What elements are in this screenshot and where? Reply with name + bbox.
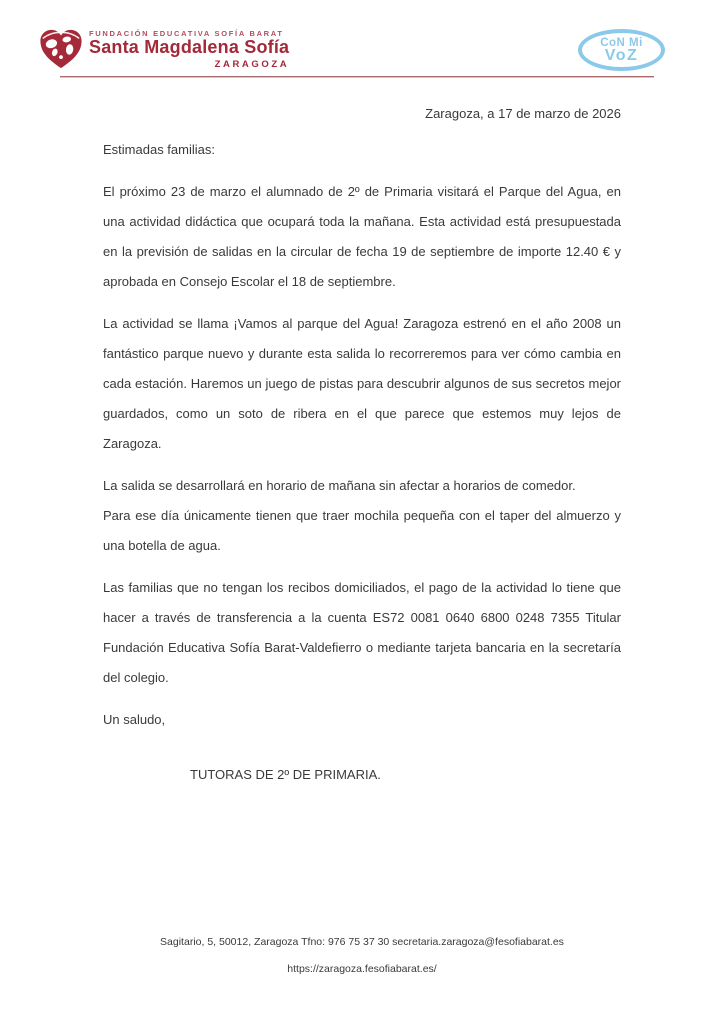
schedule-sentence: La salida se desarrollará en horario de mañana sin afectar a horarios de comedor.	[103, 478, 576, 493]
heart-globe-logo-icon	[38, 27, 84, 76]
letter-body	[103, 104, 621, 802]
conmivoz-text-top: CoN Mi	[600, 36, 643, 49]
conmivoz-logo-icon	[578, 29, 665, 71]
paragraph-schedule-and-items	[103, 471, 621, 561]
items-sentence: Para ese día únicamente tienen que traer mochila pequeña con el taper del almuerzo y una botella de agua.	[103, 508, 621, 553]
signature: TUTORAS DE 2º DE PRIMARIA.	[190, 767, 381, 782]
paragraph-payment-info: Las familias que no tengan los recibos domiciliados, el pago de la actividad lo tiene que hacer a través de transferencia a la cuenta ES72 0081 0640 6800 0248 7355 Titular Fundación Educativa Sofía Barat-Valdefierro o mediante tarjeta bancaria en la secretaría del colegio.	[103, 580, 621, 685]
school-brand-header	[38, 26, 289, 76]
school-brand-text	[89, 26, 289, 70]
foundation-name: FUNDACIÓN EDUCATIVA SOFÍA BARAT	[89, 29, 284, 38]
conmivoz-text-bottom: VoZ	[604, 46, 639, 64]
footer-website: https://zaragoza.fesofiabarat.es/	[287, 963, 437, 975]
school-name: Santa Magdalena Sofía	[89, 37, 290, 57]
closing: Un saludo,	[103, 712, 166, 727]
salutation: Estimadas familias:	[103, 142, 215, 157]
paragraph-activity-announcement: El próximo 23 de marzo el alumnado de 2º de Primaria visitará el Parque del Agua, en una actividad didáctica que ocupará toda la mañana. Esta actividad está presupuestada en la previsión de salidas en la circular de fecha 19 de septiembre de importe 12.40 € y aprobada en Consejo Escolar el 18 de septiembre.	[103, 184, 621, 289]
date-line: Zaragoza, a 17 de marzo de 2026	[425, 106, 621, 121]
footer-contact-line: Sagitario, 5, 50012, Zaragoza Tfno: 976 75 37 30 secretaria.zaragoza@fesofiabarat.es	[160, 936, 564, 948]
header-divider-rule	[60, 76, 654, 78]
school-city: ZARAGOZA	[214, 58, 290, 70]
page-footer	[0, 936, 724, 976]
paragraph-activity-description: La actividad se llama ¡Vamos al parque del Agua! Zaragoza estrenó en el año 2008 un fantástico parque nuevo y durante esta salida lo recorreremos para ver cómo cambia en cada estación. Haremos un juego de pistas para descubrir algunos de sus secretos mejor guardados, como un soto de ribera en el que parece que estemos muy lejos de Zaragoza.	[103, 316, 621, 451]
